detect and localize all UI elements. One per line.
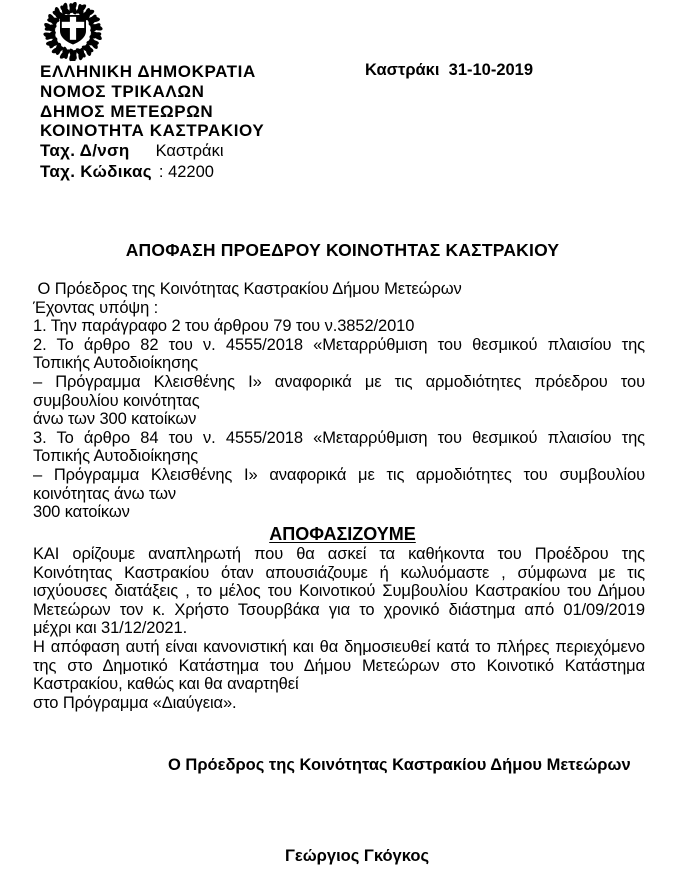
decision-line: στο Πρόγραμμα «Διαύγεια».: [33, 693, 237, 712]
preamble-line: 300 κατοίκων: [33, 503, 130, 522]
letterhead-org-line: ΚΟΙΝΟΤΗΤΑ ΚΑΣΤΡΑΚΙΟΥ: [40, 121, 265, 141]
letterhead: [40, 62, 264, 183]
postal-code-row: [40, 162, 264, 183]
preamble-line: 3. Το άρθρο 84 του ν. 4555/2018 «Μεταρρύθμιση του θεσμικού πλαισίου της: [33, 428, 645, 447]
address-value: Καστράκι: [155, 142, 224, 161]
preamble-line: άνω των 300 κατοίκων: [33, 410, 197, 429]
preamble-line: 1. Την παράγραφο 2 του άρθρου 79 του ν.3852/2010: [33, 317, 415, 336]
greek-coat-of-arms-icon: [39, 2, 107, 62]
preamble-line: Τοπικής Αυτοδιοίκησης: [33, 354, 199, 373]
decision-line: ΚΑΙ ορίζουμε αναπληρωτή που θα ασκεί τα καθήκοντα του Προέδρου της: [33, 545, 645, 563]
preamble-line: 2. Το άρθρο 82 του ν. 4555/2018 «Μεταρρύθμιση του θεσμικού πλαισίου της: [33, 335, 645, 354]
preamble-line: κοινότητας άνω των: [33, 484, 177, 503]
letterhead-org-line: ΔΗΜΟΣ ΜΕΤΕΩΡΩΝ: [40, 101, 214, 121]
preamble-line: – Πρόγραμμα Κλεισθένης Ι» αναφορικά με τις αρμοδιότητες πρόεδρου του: [33, 372, 645, 391]
signature-role-line: Ο Πρόεδρος της Κοινότητας Καστρακίου Δήμου Μετεώρων: [168, 756, 631, 774]
letterhead-org-line: ΕΛΛΗΝΙΚΗ ΔΗΜΟΚΡΑΤΙΑ: [40, 62, 256, 81]
preamble-line: Τοπικής Αυτοδιοίκησης: [33, 447, 199, 466]
preamble-line: συμβουλίου κοινότητας: [33, 391, 200, 410]
decision-line: της στο Δημοτικό Κατάστημα του Δήμου Μετεώρων στο Κοινοτικό Κατάστημα: [33, 656, 645, 675]
postal-code-value: : 42200: [158, 162, 214, 181]
preamble-line: – Πρόγραμμα Κλεισθένης Ι» αναφορικά με τις αρμοδιότητες του συμβουλίου: [33, 465, 645, 484]
letterhead-org-lines: [40, 62, 264, 141]
preamble-line: Έχοντας υπόψη :: [33, 298, 159, 317]
signature-name: Γεώργιος Γκόγκος: [285, 847, 430, 865]
decision-line: Μετεώρων τον κ. Χρήστο Τσουρβάκα για το χρονικό διάστημα από 01/09/2019: [33, 600, 645, 619]
document-title: ΑΠΟΦΑΣΗ ΠΡΟΕΔΡΟΥ ΚΟΙΝΟΤΗΤΑΣ ΚΑΣΤΡΑΚΙΟΥ: [125, 240, 560, 260]
place-dateline: Καστράκι 31-10-2019: [365, 61, 534, 79]
letterhead-org-line: ΝΟΜΟΣ ΤΡΙΚΑΛΩΝ: [40, 81, 205, 101]
decision-line: ισχύουσες διατάξεις , το μέλος του Κοινοτικού Συμβουλίου Καστρακίου του Δήμου: [33, 582, 645, 601]
decision-line: Η απόφαση αυτή είναι κανονιστική και θα δημοσιευθεί κατά το πλήρες περιεχόμενο: [33, 637, 645, 656]
decision-text: [33, 545, 645, 712]
decision-heading: ΑΠΟΦΑΣΙΖΟΥΜΕ: [269, 524, 416, 544]
decision-line: Κοινότητας Καστρακίου όταν απουσιάζουμε ή κωλυόμαστε , σύμφωνα με τις: [33, 563, 645, 582]
address-label: Ταχ. Δ/νση: [40, 141, 130, 161]
preamble-text: [33, 280, 645, 522]
decision-line: Καστρακίου, καθώς και θα αναρτηθεί: [33, 675, 299, 694]
postal-code-label: Ταχ. Κώδικας: [40, 161, 152, 181]
decision-line: μέχρι και 31/12/2021.: [33, 619, 188, 638]
postal-address-row: [40, 141, 264, 162]
preamble-line: Ο Πρόεδρος της Κοινότητας Καστρακίου Δήμου Μετεώρων: [33, 280, 462, 298]
